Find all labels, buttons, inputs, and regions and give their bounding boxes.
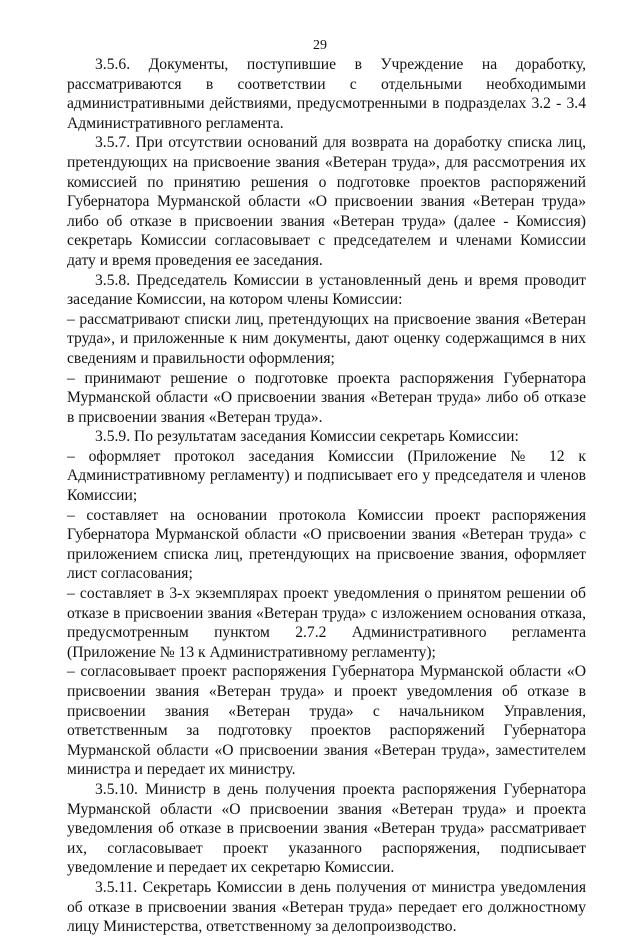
list-item-draft-order: – составляет на основании протокола Комиссии проект распоряжения Губернатора Мурманской области «О присвоении звания «Ветеран труда» с приложением списка лиц, претендующих на присвоение звания, оформляет лист согласования; [67,506,586,583]
paragraph-3-5-6: 3.5.6. Документы, поступившие в Учреждение на доработку, рассматриваются в соответствии с отдельными необходимыми административными действиями, предусмотренными в подразделах 3.2 - 3.4 Административного регламента. [67,56,586,132]
paragraph-3-5-9: 3.5.9. По результатам заседания Комиссии секретарь Комиссии: [95,428,519,446]
document-body [67,55,586,937]
paragraph-3-5-8: 3.5.8. Председатель Комиссии в установленный день и время проводит заседание Комиссии, на котором члены Комиссии: [67,271,586,309]
list-item-make-decision: – принимают решение о подготовке проекта распоряжения Губернатора Мурманской области «О присвоении звания «Ветеран труда» либо об отказе в присвоении звания «Ветеран труда». [67,369,586,426]
list-item-protocol: – оформляет протокол заседания Комиссии (Приложение № 12 к Административному регламенту) и подписывает его у председателя и членов Комиссии; [67,447,586,505]
list-item-review-lists: – рассматривают списки лиц, претендующих на присвоение звания «Ветеран труда», и приложенные к ним документы, дают оценку содержащимся в них сведениям и правильности оформления; [67,310,586,367]
paragraph-3-5-7: 3.5.7. При отсутствии оснований для возврата на доработку списка лиц, претендующих на присвоение звания «Ветеран труда», для рассмотрения их комиссией по принятию решения о подготовке проектов распоряжений Губернатора Мурманской области «О присвоении звания «Ветеран труда» либо об отказе в присвоении звания «Ветеран труда» (далее - Комиссия) секретарь Комиссии согласовывает с председателем и членами Комиссии дату и время проведения ее заседания. [67,134,586,269]
list-item-refusal-notice: – составляет в 3-х экземплярах проект уведомления о принятом решении об отказе в присвоении звания «Ветеран труда» с изложением основания отказа, предусмотренным пунктом 2.7.2 Административного регламента (Приложение № 13 к Административному регламенту); [67,585,586,661]
list-item-approval: – согласовывает проект распоряжения Губернатора Мурманской области «О присвоении звания «Ветеран труда» и проект уведомления об отказе в присвоении звания «Ветеран труда» с начальником Управления, ответственным за подготовку проектов распоряжений Губернатора Мурманской области «О присвоении звания «Ветеран труда», заместителем министра и передает их министру. [67,663,586,779]
page-number: 29 [313,38,327,53]
paragraph-3-5-10: 3.5.10. Министр в день получения проекта распоряжения Губернатора Мурманской области «О присвоении звания «Ветеран труда» и проекта уведомления об отказе в присвоении звания «Ветеран труда» рассматривает их, согласовывает проект указанного распоряжения, подписывает уведомление и передает их секретарю Комиссии. [67,780,586,877]
paragraph-3-5-11: 3.5.11. Секретарь Комиссии в день получения от министра уведомления об отказе в присвоении звания «Ветеран труда» передает его должностному лицу Министерства, ответственному за делопроизводство. [67,878,586,936]
